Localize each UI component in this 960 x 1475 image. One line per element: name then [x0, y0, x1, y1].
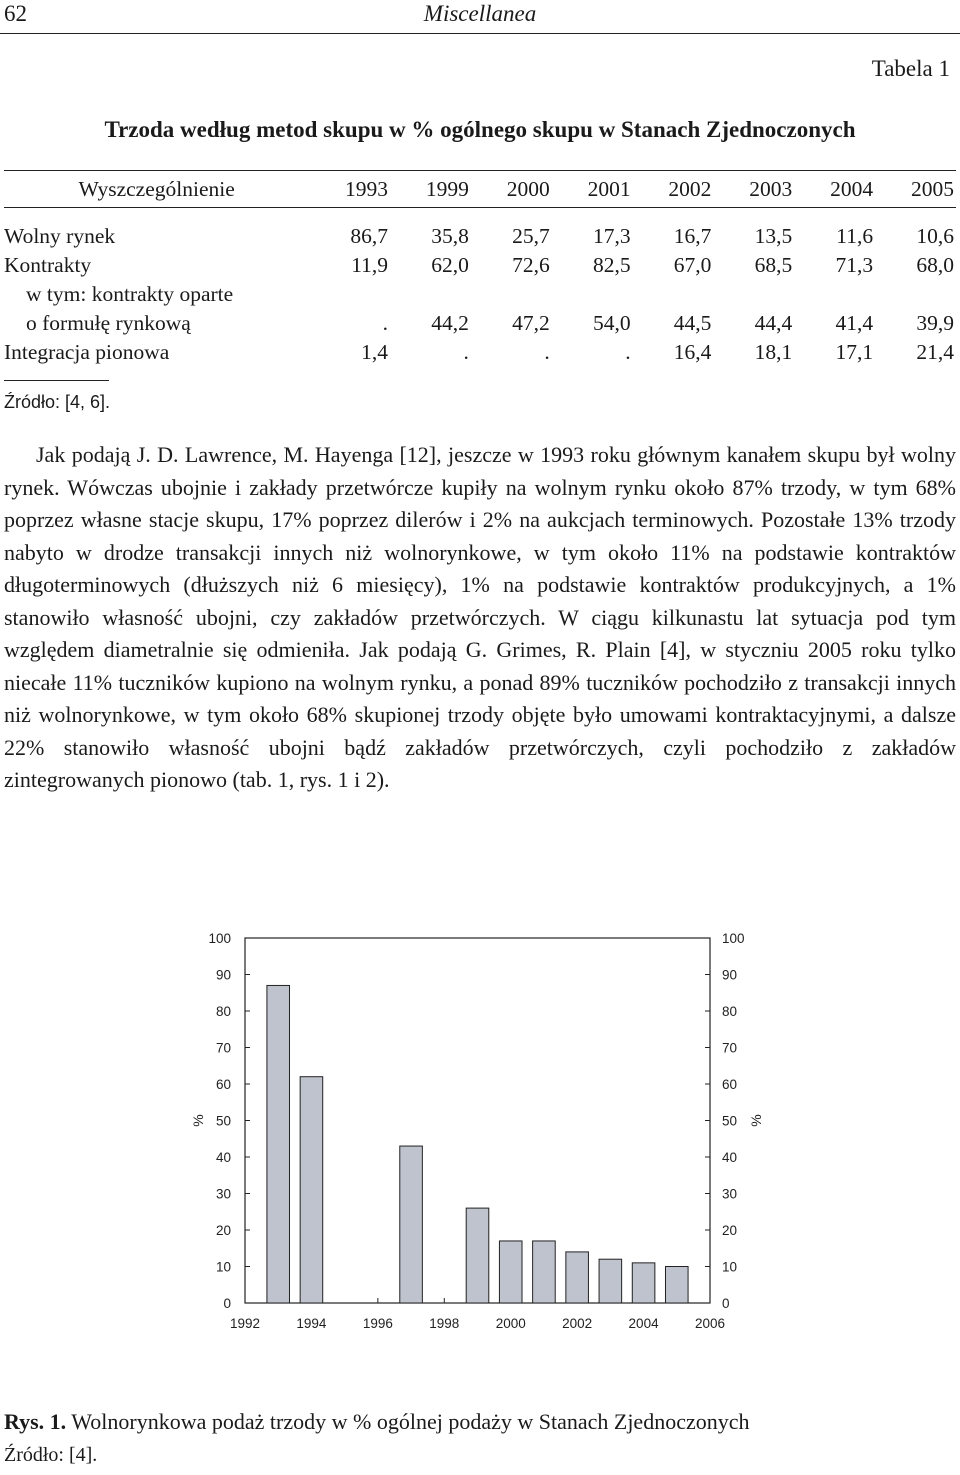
y-tick-label-right: 30	[722, 1186, 738, 1202]
table-cell: 11,6	[836, 224, 874, 248]
table-cell: 10,6	[916, 224, 954, 248]
table-cell: 62,0	[431, 253, 469, 277]
table-cell: 41,4	[835, 311, 874, 335]
y-tick-label-left: 40	[215, 1150, 231, 1165]
page-number: 62	[4, 1, 27, 26]
y-tick-label-right: 40	[722, 1150, 738, 1165]
bar	[300, 1077, 323, 1303]
table-cell: 71,3	[835, 253, 874, 277]
table-cell: 35,8	[431, 224, 469, 248]
bar	[267, 985, 290, 1303]
row-label: Integracja pionowa	[4, 340, 170, 364]
table-cell: 72,6	[512, 253, 550, 277]
row-label: Wolny rynek	[4, 224, 116, 248]
y-tick-label-left: 60	[215, 1077, 231, 1092]
table-cell: .	[625, 340, 631, 364]
y-tick-label-right: 10	[722, 1259, 738, 1275]
table-label: Tabela 1	[871, 56, 950, 81]
table-cell: 44,2	[431, 311, 469, 335]
x-tick-label: 1998	[429, 1316, 460, 1331]
figure-caption	[4, 1409, 750, 1435]
table-cell: 17,3	[592, 224, 631, 248]
source-rule	[4, 380, 109, 381]
table-row	[4, 280, 956, 309]
bar-chart	[175, 920, 775, 1340]
figure-caption-text: Wolnorynkowa podaż trzody w % ogólnej podaży w Stanach Zjednoczonych	[66, 1409, 750, 1434]
y-tick-label-right: 60	[722, 1077, 738, 1092]
table-cell: 16,7	[673, 224, 712, 248]
x-tick-label: 1992	[229, 1316, 261, 1331]
y-tick-label-right: 70	[722, 1040, 738, 1056]
y-tick-label-left: 10	[215, 1259, 231, 1275]
table-source: Źródło: [4, 6].	[4, 392, 111, 412]
table-cell: 18,1	[754, 340, 793, 364]
y-tick-label-left: 50	[215, 1113, 231, 1129]
figure-caption-label: Rys. 1.	[4, 1409, 67, 1434]
row-label: w tym: kontrakty oparte	[26, 282, 234, 306]
row-label: o formułę rynkową	[26, 311, 191, 335]
table-header-row	[4, 171, 956, 208]
y-axis-label-right: %	[748, 1114, 764, 1127]
y-tick-label-left: 80	[215, 1004, 231, 1019]
row-label: Kontrakty	[4, 253, 92, 277]
table-cell: 16,4	[673, 340, 712, 364]
table-header-cell: 1999	[425, 176, 469, 201]
x-tick-label: 2006	[694, 1316, 726, 1331]
data-table	[4, 170, 956, 367]
x-tick-label: 2000	[495, 1316, 526, 1331]
table-cell: .	[544, 340, 550, 364]
table-cell: 68,5	[754, 253, 793, 277]
y-tick-label-right: 50	[722, 1113, 738, 1129]
running-title: Miscellanea	[423, 1, 537, 26]
table-header-cell: 2001	[587, 176, 631, 201]
table-cell: .	[382, 311, 389, 335]
table-cell: 1,4	[361, 340, 389, 364]
table-cell: 54,0	[592, 311, 631, 335]
x-tick-label: 1996	[362, 1316, 393, 1331]
y-tick-label-left: 90	[215, 967, 231, 983]
table-cell: 47,2	[512, 311, 550, 335]
y-tick-label-left: 100	[208, 931, 231, 946]
table-cell: 67,0	[673, 253, 712, 277]
bar	[632, 1263, 655, 1303]
table-header-cell: 2000	[506, 176, 550, 201]
table-header-cell: 1993	[345, 176, 389, 201]
x-tick-label: 2004	[628, 1316, 659, 1331]
table-header-cell: 2003	[749, 176, 793, 201]
y-tick-label-right: 0	[722, 1296, 730, 1311]
body-paragraph	[4, 439, 956, 797]
y-tick-label-right: 90	[722, 967, 738, 983]
table-cell: 17,1	[835, 340, 874, 364]
y-tick-label-left: 20	[215, 1223, 231, 1238]
table-row	[4, 251, 956, 280]
table-cell: 44,5	[673, 311, 712, 335]
table-title: Trzoda według metod skupu w % ogólnego skupu w Stanach Zjednoczonych	[104, 117, 856, 142]
table-cell: 86,7	[350, 224, 389, 248]
table-cell: 39,9	[916, 311, 954, 335]
bar	[400, 1146, 423, 1303]
table-header-cell: Wyszczególnienie	[78, 176, 235, 201]
table-cell: 68,0	[916, 253, 954, 277]
bar	[466, 1208, 489, 1303]
bar	[566, 1252, 589, 1303]
table-row	[4, 338, 956, 367]
y-tick-label-left: 70	[215, 1040, 231, 1056]
y-tick-label-right: 80	[722, 1004, 738, 1019]
bar	[499, 1241, 522, 1303]
y-tick-label-left: 0	[223, 1296, 231, 1311]
table-cell: .	[463, 340, 469, 364]
bar	[599, 1259, 622, 1303]
table-header-cell: 2004	[830, 176, 874, 201]
y-tick-label-left: 30	[215, 1186, 231, 1202]
y-tick-label-right: 20	[722, 1223, 738, 1238]
table-header-cell: 2002	[668, 176, 712, 201]
table-cell: 21,4	[916, 340, 954, 364]
bar	[533, 1241, 556, 1303]
table-row	[4, 309, 956, 338]
y-tick-label-right: 100	[722, 931, 745, 946]
table-row	[4, 208, 956, 252]
figure-source: Źródło: [4].	[4, 1444, 98, 1466]
table-cell: 11,9	[351, 253, 389, 277]
table-cell: 25,7	[512, 224, 550, 248]
x-tick-label: 1994	[296, 1316, 327, 1331]
bar	[665, 1267, 688, 1304]
x-tick-label: 2002	[562, 1316, 593, 1331]
table-cell: 44,4	[754, 311, 793, 335]
table-cell: 13,5	[754, 224, 793, 248]
table-cell: 82,5	[592, 253, 631, 277]
y-axis-label-left: %	[190, 1114, 206, 1127]
page-header	[0, 0, 960, 34]
body-paragraph-text: Jak podają J. D. Lawrence, M. Hayenga [12], jeszcze w 1993 roku głównym kanałem skupu był wolny rynek. Wówczas ubojnie i zakłady przetwórcze kupiły na wolnym rynku około 87% trzody, w tym 68% poprzez własne stacje skupu, 17% poprzez dilerów i 2% na aukcjach terminowych. Pozostałe 13% trzody nabyto w drodze transakcji innych niż wolnorynkowe, w tym około 11% na podstawie kontraktów długoterminowych (dłuższych niż 6 miesięcy), 1% na podstawie kontraktów produkcyjnych, a 1% stanowiło własność ubojni, czy zakładów przetwórczych. W ciągu kilkunastu lat sytuacja pod tym względem diametralnie się odmieniła. Jak podają G. Grimes, R. Plain [4], w styczniu 2005 roku tylko niecałe 11% tuczników kupiono na wolnym rynku, a ponad 89% tuczników pochodziło z transakcji innych niż wolnorynkowe, w tym około 68% skupionej trzody objęte było umowami kontraktacyjnymi, a dalsze 22% stanowiło własność ubojni bądź zakładów przetwórczych, czyli pochodziło z zakładów zintegrowanych pionowo (tab. 1, rys. 1 i 2).	[4, 442, 956, 792]
table-header-cell: 2005	[911, 176, 954, 201]
